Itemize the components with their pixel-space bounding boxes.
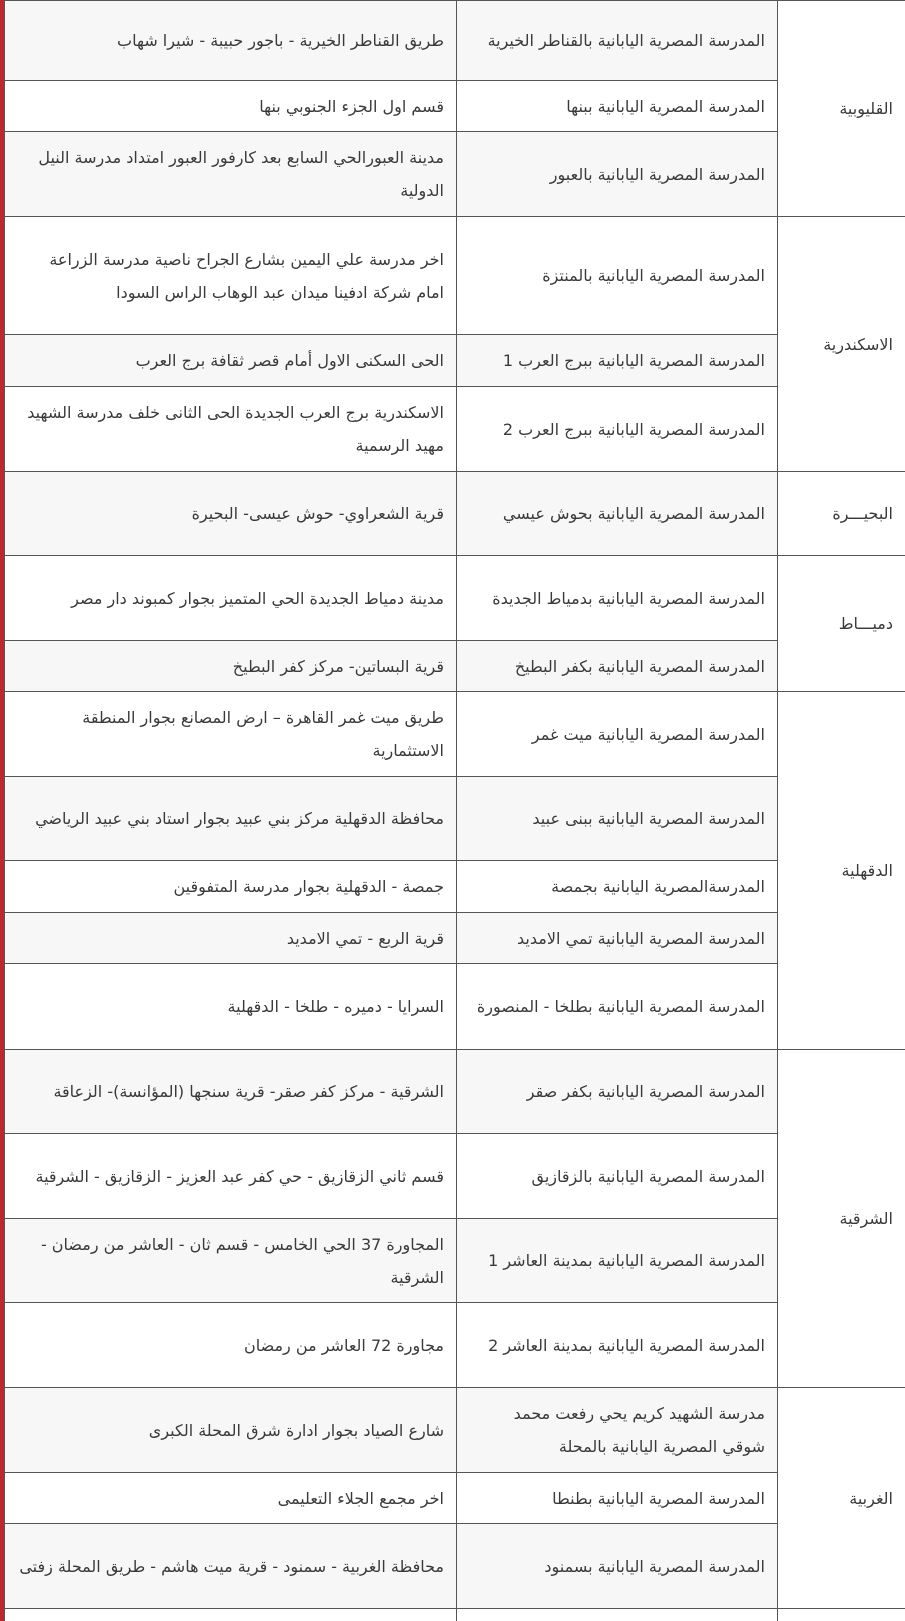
school-address-cell: الاسكندرية برج العرب الجديدة الحى الثانى خلف مدرسة الشهيد مهيد الرسمية <box>5 387 457 472</box>
school-name-cell <box>457 1609 778 1621</box>
school-name-cell: المدرسة المصرية اليابانية ميت غمر <box>457 692 778 777</box>
school-name-cell: المدرسة المصرية اليابانية ببرج العرب 1 <box>457 335 778 387</box>
table-row <box>5 217 905 335</box>
table-row <box>5 692 905 777</box>
school-address-cell: طريق القناطر الخيرية - باجور حبيبة - شيرا شهاب <box>5 1 457 81</box>
school-address-cell: مجاورة 72 العاشر من رمضان <box>5 1303 457 1388</box>
table-row <box>5 641 905 692</box>
school-address-cell: المجاورة 37 الحي الخامس - قسم ثان - العاشر من رمضان - الشرقية <box>5 1219 457 1303</box>
school-address-cell <box>5 1609 457 1621</box>
school-address-cell: قسم ثاني الزقازيق - حي كفر عبد العزيز - الزقازيق - الشرقية <box>5 1134 457 1219</box>
table-row <box>5 913 905 964</box>
school-name-cell: المدرسة المصرية اليابانية تمي الامديد <box>457 913 778 964</box>
school-name-cell: المدرسة المصرية اليابانية بمدينة العاشر 2 <box>457 1303 778 1388</box>
table-row <box>5 1134 905 1219</box>
table-row <box>5 777 905 861</box>
school-name-cell: المدرسة المصرية اليابانية ببرج العرب 2 <box>457 387 778 472</box>
school-name-cell: المدرسة المصرية اليابانية بطنطا <box>457 1473 778 1524</box>
governorate-cell: الشرقية <box>778 1050 905 1388</box>
school-name-cell: المدرسة المصرية اليابانية بطلخا - المنصورة <box>457 964 778 1050</box>
table-row <box>5 1 905 81</box>
table-row <box>5 472 905 556</box>
school-name-cell: مدرسة الشهيد كريم يحي رفعت محمد شوقي المصرية اليابانية بالمحلة <box>457 1388 778 1473</box>
school-name-cell: المدرسة المصرية اليابانية بدمياط الجديدة <box>457 556 778 641</box>
table-row <box>5 861 905 913</box>
school-name-cell: المدرسة المصرية اليابانية بحوش عيسي <box>457 472 778 556</box>
school-address-cell: مدينة العبورالحي السابع بعد كارفور العبور امتداد مدرسة النيل الدولية <box>5 132 457 217</box>
school-address-cell: قرية الربع - تمي الامديد <box>5 913 457 964</box>
school-name-cell: المدرسة المصرية اليابانية بالزقازيق <box>457 1134 778 1219</box>
school-name-cell: المدرسةالمصرية اليابانية بجمصة <box>457 861 778 913</box>
school-name-cell: المدرسة المصرية اليابانية ببنها <box>457 81 778 132</box>
school-address-cell: محافظة الدقهلية مركز بني عبيد بجوار استاد بني عبيد الرياضي <box>5 777 457 861</box>
school-address-cell: قرية الشعراوي- حوش عيسى- البحيرة <box>5 472 457 556</box>
governorate-cell: البحيـــرة <box>778 472 905 556</box>
governorate-cell: الاسكندرية <box>778 217 905 472</box>
governorate-cell: دميـــاط <box>778 556 905 692</box>
governorate-cell <box>778 1609 905 1621</box>
school-address-cell: السرايا - دميره - طلخا - الدقهلية <box>5 964 457 1050</box>
school-address-cell: مدينة دمياط الجديدة الحي المتميز بجوار كمبوند دار مصر <box>5 556 457 641</box>
school-name-cell: المدرسة المصرية اليابانية بسمنود <box>457 1524 778 1609</box>
table-row <box>5 1473 905 1524</box>
table-row <box>5 1050 905 1134</box>
table-row <box>5 1609 905 1621</box>
school-address-cell: قرية البساتين- مركز كفر البطيخ <box>5 641 457 692</box>
school-address-cell: اخر مجمع الجلاء التعليمى <box>5 1473 457 1524</box>
table-row <box>5 1219 905 1303</box>
school-name-cell: المدرسة المصرية اليابانية بالقناطر الخيرية <box>457 1 778 81</box>
governorate-cell: الدقهلية <box>778 692 905 1050</box>
school-address-cell: قسم اول الجزء الجنوبي بنها <box>5 81 457 132</box>
table-row <box>5 81 905 132</box>
table-row <box>5 1524 905 1609</box>
school-address-cell: الحى السكنى الاول أمام قصر ثقافة برج العرب <box>5 335 457 387</box>
school-name-cell: المدرسة المصرية اليابانية ببنى عبيد <box>457 777 778 861</box>
school-address-cell: طريق ميت غمر القاهرة – ارض المصانع بجوار المنطقة الاستثمارية <box>5 692 457 777</box>
table-row <box>5 1388 905 1473</box>
school-address-cell: محافظة الغربية - سمنود - قرية ميت هاشم - طريق المحلة زفتى <box>5 1524 457 1609</box>
table-row <box>5 964 905 1050</box>
school-name-cell: المدرسة المصرية اليابانية بالمنتزة <box>457 217 778 335</box>
table-row <box>5 556 905 641</box>
school-name-cell: المدرسة المصرية اليابانية بكفر صقر <box>457 1050 778 1134</box>
school-name-cell: المدرسة المصرية اليابانية بكفر البطيخ <box>457 641 778 692</box>
schools-table <box>4 0 905 1621</box>
table-row <box>5 335 905 387</box>
table-row <box>5 132 905 217</box>
governorate-cell: الغربية <box>778 1388 905 1609</box>
school-address-cell: شارع الصياد بجوار ادارة شرق المحلة الكبرى <box>5 1388 457 1473</box>
table-row <box>5 1303 905 1388</box>
school-address-cell: الشرقية - مركز كفر صقر- قرية سنجها (المؤانسة)- الزعاقة <box>5 1050 457 1134</box>
school-name-cell: المدرسة المصرية اليابانية بمدينة العاشر 1 <box>457 1219 778 1303</box>
school-address-cell: جمصة - الدقهلية بجوار مدرسة المتفوقين <box>5 861 457 913</box>
governorate-cell: القليوبية <box>778 1 905 217</box>
school-name-cell: المدرسة المصرية اليابانية بالعبور <box>457 132 778 217</box>
table-row <box>5 387 905 472</box>
school-address-cell: اخر مدرسة علي اليمين بشارع الجراح ناصية مدرسة الزراعة امام شركة ادفينا ميدان عبد الوهاب الراس السودا <box>5 217 457 335</box>
